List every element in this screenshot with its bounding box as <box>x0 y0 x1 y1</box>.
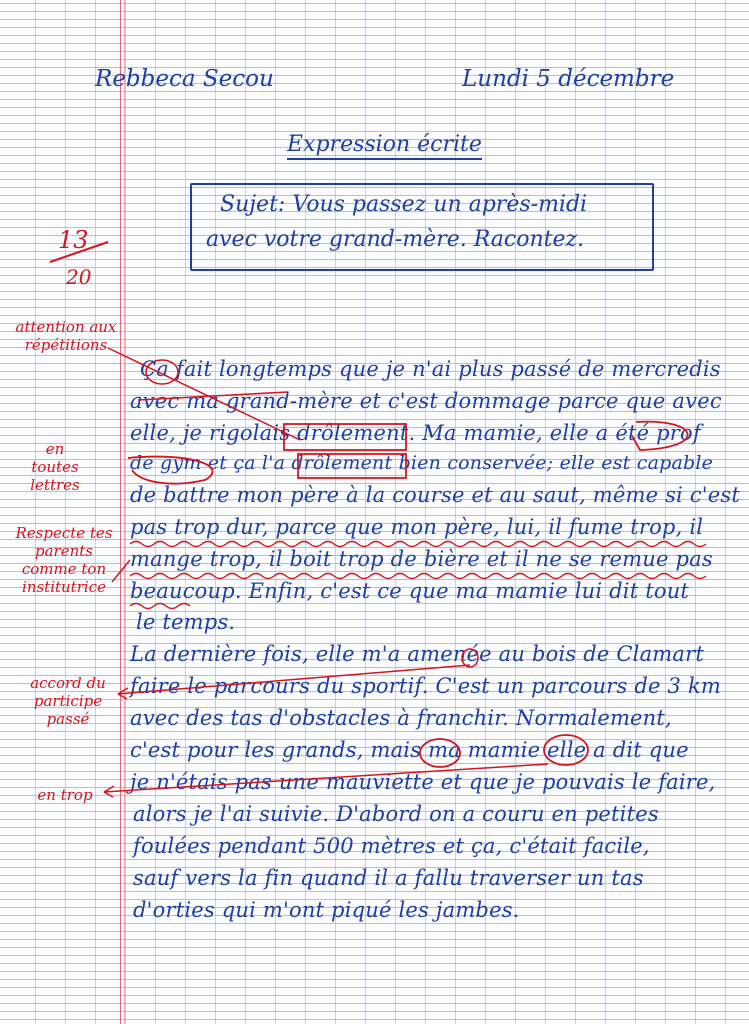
margin-note-en-toutes-lettres: en toutes lettres <box>30 440 80 494</box>
margin-note-respecte: Respecte tes parents comme ton institutrice <box>15 524 113 596</box>
body-line: mange trop, il boit trop de bière et il ne se remue pas <box>130 547 713 571</box>
body-line: La dernière fois, elle m'a amenée au bois de Clamart <box>130 642 705 666</box>
body-line: beaucoup. Enfin, c'est ce que ma mamie lui dit tout <box>130 579 690 603</box>
body-line: Ça fait longtemps que je n'ai plus passé de mercredis <box>140 357 721 381</box>
body-line: c'est pour les grands, mais ma mamie elle a dit que <box>130 738 689 762</box>
margin-note-en-trop: en trop <box>37 786 93 804</box>
body-line: pas trop dur, parce que mon père, lui, il fume trop, il <box>130 515 704 539</box>
body-line: faire le parcours du sportif. C'est un parcours de 3 km <box>130 674 721 698</box>
body-line: de battre mon père à la course et au saut, même si c'est <box>130 483 741 507</box>
body-line: avec ma grand-mère et c'est dommage parce que avec <box>130 389 722 413</box>
subject-line-1: Sujet: Vous passez un après-midi <box>220 192 588 217</box>
margin-note-accord: accord du participe passé <box>30 674 106 728</box>
date: Lundi 5 décembre <box>462 66 675 92</box>
subject-line-2: avec votre grand-mère. Racontez. <box>206 227 585 252</box>
body-line: je n'étais pas une mauviette et que je pouvais le faire, <box>130 770 716 794</box>
grade-score: 13 <box>58 226 89 254</box>
body-line: de gym et ça l'a drôlement bien conservée; elle est capable <box>130 452 714 474</box>
grade-out-of: 20 <box>66 265 92 289</box>
margin-note-repetitions: attention aux répétitions <box>15 318 117 354</box>
body-line: avec des tas d'obstacles à franchir. Normalement, <box>130 706 672 730</box>
body-line: d'orties qui m'ont piqué les jambes. <box>133 898 520 922</box>
body-line: alors je l'ai suivie. D'abord on a couru en petites <box>133 802 659 826</box>
body-line: sauf vers la fin quand il a fallu traverser un tas <box>133 866 644 890</box>
body-line: foulées pendant 500 mètres et ça, c'était facile, <box>133 834 650 858</box>
student-name: Rebbeca Secou <box>95 66 274 92</box>
body-line: elle, je rigolais drôlement. Ma mamie, elle a été prof <box>130 421 701 445</box>
body-line: le temps. <box>136 610 236 634</box>
page-title: Expression écrite <box>287 132 482 160</box>
